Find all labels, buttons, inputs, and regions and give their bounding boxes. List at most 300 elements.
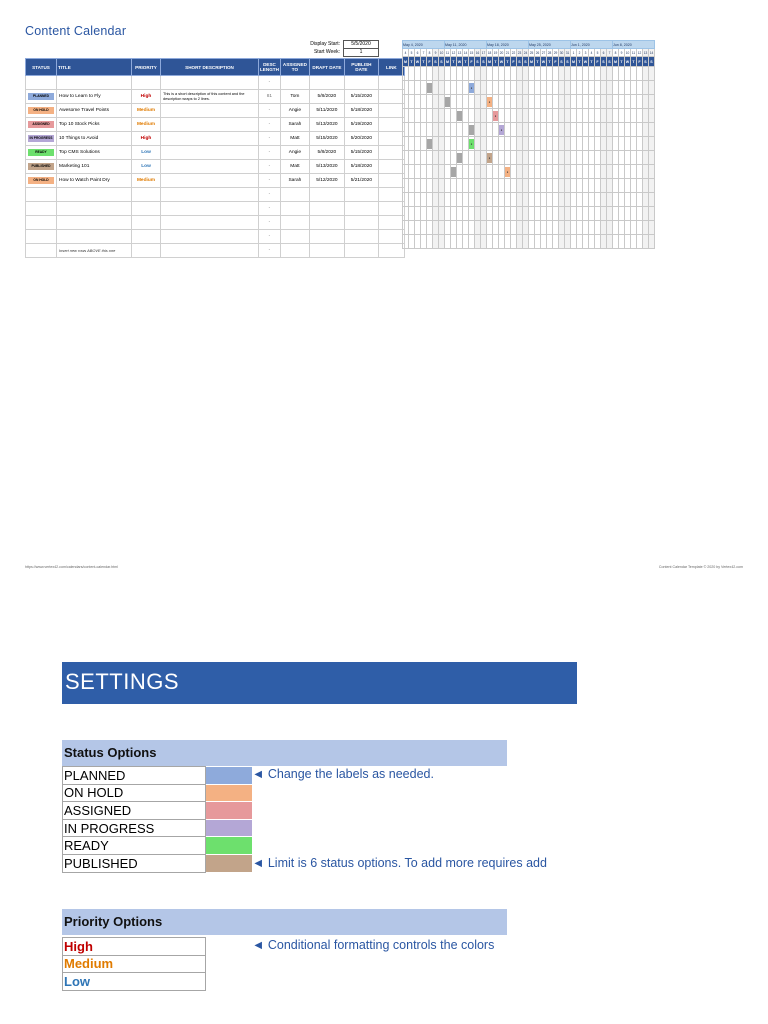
gantt-day-number: 14	[463, 50, 468, 55]
gantt-day-letter: T	[505, 57, 511, 67]
priority-cell[interactable]: Low	[132, 146, 161, 160]
assigned-cell[interactable]	[280, 230, 309, 244]
gantt-day-letter: T	[535, 57, 541, 67]
gantt-publish-marker: ♦	[493, 111, 498, 121]
gantt-day-letter: S	[607, 57, 613, 67]
status-cell[interactable]	[26, 118, 57, 132]
settings-title: SETTINGS	[65, 669, 180, 694]
status-cell[interactable]	[26, 244, 57, 258]
gantt-cell	[649, 137, 655, 151]
desc-length-cell: -	[259, 104, 281, 118]
col-desc-length[interactable]: DESC LENGTH	[259, 59, 281, 76]
draft-date-cell[interactable]: 5/8/2020	[309, 90, 344, 104]
title-cell[interactable]	[57, 76, 132, 90]
gantt-week-label: Jun 8, 2020	[613, 41, 655, 49]
gantt-draft-marker	[457, 111, 462, 121]
table-row[interactable]	[26, 76, 405, 90]
status-cell[interactable]	[26, 216, 57, 230]
gantt-row	[403, 235, 655, 249]
priority-option-row[interactable]	[63, 955, 206, 973]
description-cell[interactable]	[161, 174, 259, 188]
gantt-cell	[649, 151, 655, 165]
description-cell[interactable]	[161, 146, 259, 160]
assigned-cell[interactable]	[280, 244, 309, 258]
publish-date-cell[interactable]	[344, 76, 378, 90]
description-cell[interactable]	[161, 76, 259, 90]
status-options-title: Status Options	[64, 745, 157, 760]
priority-options-title: Priority Options	[64, 914, 163, 929]
gantt-day-number: 9	[619, 49, 625, 57]
gantt-row	[403, 151, 655, 165]
gantt-day-number: 31	[565, 50, 570, 55]
gantt-day-letter: S	[475, 57, 481, 67]
status-badge: ASSIGNED	[28, 121, 54, 129]
priority-cell[interactable]: High	[132, 132, 161, 146]
gantt-cell	[649, 95, 655, 109]
publish-date-cell[interactable]: 5/18/2020	[344, 160, 378, 174]
gantt-day-letter: F	[511, 57, 517, 67]
link-cell[interactable]	[378, 216, 404, 230]
gantt-cell	[649, 81, 655, 95]
gantt-day-number: 2	[577, 49, 583, 57]
assigned-cell[interactable]: Angie	[280, 146, 309, 160]
assigned-cell[interactable]: Angie	[280, 104, 309, 118]
status-option-row[interactable]	[63, 784, 253, 802]
gantt-day-letter: S	[565, 57, 571, 67]
priority-cell[interactable]	[132, 188, 161, 202]
link-cell[interactable]	[378, 90, 404, 104]
status-cell[interactable]	[26, 76, 57, 90]
gantt-day-letter: M	[403, 57, 409, 67]
assigned-cell[interactable]	[280, 188, 309, 202]
gantt-week-label: Jun 1, 2020	[571, 41, 613, 49]
gantt-row	[403, 165, 655, 179]
gantt-day-number: 1	[571, 49, 577, 57]
gantt-day-number: 10	[439, 50, 444, 55]
col-draft-date[interactable]: DRAFT DATE	[309, 59, 344, 76]
gantt-day-letter: T	[421, 57, 427, 67]
gantt-day-number: 6	[601, 49, 607, 57]
gantt-day-number: 7	[421, 49, 427, 57]
status-options-table	[62, 766, 253, 873]
status-cell[interactable]	[26, 104, 57, 118]
publish-date-cell[interactable]: 5/15/2020	[344, 90, 378, 104]
gantt-day-number: 15	[469, 50, 474, 55]
publish-date-cell[interactable]: 5/20/2020	[344, 132, 378, 146]
gantt-day-number: 17	[481, 50, 486, 55]
gantt-day-letter: S	[643, 57, 649, 67]
title-cell[interactable]: Insert new rows ABOVE this one	[57, 244, 132, 258]
priority-option-row[interactable]	[63, 938, 206, 956]
priority-cell[interactable]	[132, 230, 161, 244]
link-cell[interactable]	[378, 104, 404, 118]
draft-date-cell[interactable]	[309, 202, 344, 216]
priority-cell[interactable]: High	[132, 90, 161, 104]
table-row[interactable]	[26, 174, 405, 188]
draft-date-cell[interactable]	[309, 188, 344, 202]
gantt-day-number: 19	[493, 50, 498, 55]
link-cell[interactable]	[378, 230, 404, 244]
status-option-label[interactable]: ASSIGNED	[63, 802, 206, 820]
publish-date-cell[interactable]	[344, 188, 378, 202]
gantt-row	[403, 67, 655, 81]
gantt-draft-marker	[457, 153, 462, 163]
col-title[interactable]: TITLE	[57, 59, 132, 76]
title-cell[interactable]	[57, 202, 132, 216]
gantt-day-letter: T	[589, 57, 595, 67]
gantt-day-letter: M	[571, 57, 577, 67]
publish-date-cell[interactable]: 5/18/2020	[344, 104, 378, 118]
gantt-day-number: 28	[547, 50, 552, 55]
link-cell[interactable]	[378, 202, 404, 216]
draft-date-cell[interactable]: 5/13/2020	[309, 118, 344, 132]
gantt-row	[403, 137, 655, 151]
table-row[interactable]	[26, 216, 405, 230]
gantt-day-letter: S	[523, 57, 529, 67]
draft-date-cell[interactable]	[309, 230, 344, 244]
gantt-day-letter: T	[493, 57, 499, 67]
gantt-publish-marker: ♦	[469, 139, 474, 149]
title-cell[interactable]: 10 Things to Avoid	[57, 132, 132, 146]
status-cell[interactable]	[26, 146, 57, 160]
gantt-week-label: May 11, 2020	[445, 41, 487, 49]
status-cell[interactable]	[26, 174, 57, 188]
link-cell[interactable]	[378, 146, 404, 160]
description-cell[interactable]: This is a short description of this content and the description wraps to 2 lines.	[161, 90, 259, 104]
gantt-day-letter: F	[427, 57, 433, 67]
description-cell[interactable]	[161, 216, 259, 230]
gantt-day-number: 6	[415, 49, 421, 57]
gantt-day-number: 18	[487, 50, 492, 55]
desc-length-cell: -	[259, 76, 281, 90]
assigned-cell[interactable]	[280, 76, 309, 90]
priority-option-label[interactable]: High	[63, 938, 206, 956]
status-option-label[interactable]: IN PROGRESS	[63, 819, 206, 837]
desc-length-cell: -	[259, 188, 281, 202]
gantt-day-letter: T	[463, 57, 469, 67]
table-row[interactable]	[26, 146, 405, 160]
description-cell[interactable]	[161, 244, 259, 258]
priority-cell[interactable]: Medium	[132, 174, 161, 188]
gantt-cell	[649, 207, 655, 221]
gantt-day-number: 3	[583, 49, 589, 57]
priority-cell[interactable]	[132, 202, 161, 216]
assigned-cell[interactable]	[280, 216, 309, 230]
status-option-label[interactable]: ON HOLD	[63, 784, 206, 802]
status-color-swatch[interactable]	[206, 802, 253, 820]
description-cell[interactable]	[161, 230, 259, 244]
gantt-row	[403, 123, 655, 137]
gantt-dayletter-row	[403, 57, 655, 67]
gantt-row	[403, 207, 655, 221]
status-color-swatch[interactable]	[206, 767, 253, 785]
gantt-cell	[649, 109, 655, 123]
gantt-cell	[649, 123, 655, 137]
draft-date-cell[interactable]: 5/13/2020	[309, 160, 344, 174]
title-cell[interactable]	[57, 216, 132, 230]
table-row[interactable]	[26, 160, 405, 174]
gantt-publish-marker: ♦	[487, 97, 492, 107]
publish-date-cell[interactable]	[344, 230, 378, 244]
status-option-row[interactable]	[63, 802, 253, 820]
status-badge: PLANNED	[28, 93, 54, 101]
gantt-day-letter: W	[541, 57, 547, 67]
link-cell[interactable]	[378, 76, 404, 90]
status-option-row[interactable]	[63, 854, 253, 872]
publish-date-cell[interactable]: 5/15/2020	[344, 146, 378, 160]
gantt-day-letter: S	[439, 57, 445, 67]
priority-cell[interactable]: Low	[132, 160, 161, 174]
draft-date-cell[interactable]	[309, 244, 344, 258]
table-row[interactable]	[26, 132, 405, 146]
table-row[interactable]	[26, 230, 405, 244]
gantt-day-number: 23	[517, 50, 522, 55]
publish-date-cell[interactable]	[344, 244, 378, 258]
draft-date-cell[interactable]: 5/11/2020	[309, 104, 344, 118]
gantt-row	[403, 109, 655, 123]
gantt-day-letter: W	[625, 57, 631, 67]
status-cell[interactable]	[26, 188, 57, 202]
gantt-draft-marker	[427, 83, 432, 93]
table-row[interactable]	[26, 118, 405, 132]
gantt-cell	[649, 165, 655, 179]
gantt-week-label: May 18, 2020	[487, 41, 529, 49]
status-cell[interactable]	[26, 90, 57, 104]
start-week-input[interactable]: 1	[343, 48, 379, 57]
table-row[interactable]	[26, 202, 405, 216]
link-cell[interactable]	[378, 132, 404, 146]
description-cell[interactable]	[161, 104, 259, 118]
priority-cell[interactable]: Medium	[132, 118, 161, 132]
desc-length-cell: -	[259, 202, 281, 216]
gantt-day-number: 22	[511, 50, 516, 55]
display-start-label: Display Start:	[310, 41, 340, 47]
desc-length-cell: -	[259, 160, 281, 174]
draft-date-cell[interactable]	[309, 76, 344, 90]
status-cell[interactable]	[26, 230, 57, 244]
gantt-week-label: May 25, 2020	[529, 41, 571, 49]
description-cell[interactable]	[161, 188, 259, 202]
link-cell[interactable]	[378, 118, 404, 132]
status-badge: ON HOLD	[28, 107, 54, 115]
gantt-cell	[649, 179, 655, 193]
gantt-day-number: 24	[523, 50, 528, 55]
gantt-day-letter: T	[631, 57, 637, 67]
status-cell[interactable]	[26, 132, 57, 146]
status-options-header	[62, 740, 507, 766]
desc-length-cell: -	[259, 146, 281, 160]
link-cell[interactable]	[378, 174, 404, 188]
title-cell[interactable]	[57, 188, 132, 202]
gantt-week-row	[403, 41, 655, 49]
description-cell[interactable]	[161, 202, 259, 216]
gantt-day-number: 11	[445, 50, 450, 55]
gantt-day-number: 5	[409, 49, 415, 57]
description-cell[interactable]	[161, 118, 259, 132]
gantt-cell	[649, 67, 655, 81]
link-cell[interactable]	[378, 160, 404, 174]
priority-option-row[interactable]	[63, 973, 206, 991]
col-publish-date[interactable]: PUBLISH DATE	[344, 59, 378, 76]
col-assigned-to[interactable]: ASSIGNED TO	[280, 59, 309, 76]
table-row[interactable]	[26, 90, 405, 104]
status-color-swatch[interactable]	[206, 837, 253, 855]
table-header-row	[26, 59, 405, 76]
content-table	[25, 58, 405, 258]
status-option-label[interactable]: READY	[63, 837, 206, 855]
assigned-cell[interactable]: Matt	[280, 132, 309, 146]
publish-date-cell[interactable]	[344, 216, 378, 230]
gantt-day-letter: T	[409, 57, 415, 67]
link-cell[interactable]	[378, 188, 404, 202]
draft-date-cell[interactable]	[309, 216, 344, 230]
gantt-day-number: 29	[553, 50, 558, 55]
title-cell[interactable]: Awesome Travel Points	[57, 104, 132, 118]
status-color-swatch[interactable]	[206, 784, 253, 802]
desc-length-cell: -	[259, 118, 281, 132]
title-cell[interactable]: Top CMS Solutions	[57, 146, 132, 160]
gantt-day-number: 8	[427, 49, 433, 57]
gantt-day-number: 13	[643, 50, 648, 55]
gantt-day-letter: M	[613, 57, 619, 67]
gantt-day-number: 5	[595, 49, 601, 57]
status-badge: PUBLISHED	[28, 163, 54, 171]
gantt-day-letter: M	[529, 57, 535, 67]
link-cell[interactable]	[378, 244, 404, 258]
display-start-input[interactable]: 5/5/2020	[343, 40, 379, 49]
priority-cell[interactable]: Medium	[132, 104, 161, 118]
assigned-cell[interactable]: Sarah	[280, 118, 309, 132]
table-row[interactable]	[26, 188, 405, 202]
col-status[interactable]: STATUS	[26, 59, 57, 76]
status-hint-limit: ◄ Limit is 6 status options. To add more requires add	[252, 856, 547, 870]
gantt-day-letter: F	[553, 57, 559, 67]
desc-length-cell: -	[259, 230, 281, 244]
desc-length-cell: -	[259, 244, 281, 258]
gantt-cell	[649, 193, 655, 207]
page-title: Content Calendar	[25, 24, 127, 38]
status-cell[interactable]	[26, 160, 57, 174]
status-hint-labels: ◄ Change the labels as needed.	[252, 767, 434, 781]
gantt-day-number: 27	[541, 50, 546, 55]
description-cell[interactable]	[161, 132, 259, 146]
gantt-day-number: 12	[451, 50, 456, 55]
priority-cell[interactable]	[132, 244, 161, 258]
footer-url[interactable]: https://www.vertex42.com/calendars/content-calendar.html	[25, 565, 118, 569]
gantt-day-letter: T	[451, 57, 457, 67]
publish-date-cell[interactable]: 5/19/2020	[344, 118, 378, 132]
gantt-draft-marker	[445, 97, 450, 107]
priority-option-label[interactable]: Medium	[63, 955, 206, 973]
gantt-day-letter: W	[415, 57, 421, 67]
gantt-day-number: 13	[457, 50, 462, 55]
draft-date-cell[interactable]: 5/15/2020	[309, 132, 344, 146]
title-cell[interactable]: How to Watch Paint Dry	[57, 174, 132, 188]
gantt-day-number: 11	[631, 50, 636, 55]
priority-option-label[interactable]: Low	[63, 973, 206, 991]
status-option-row[interactable]	[63, 819, 253, 837]
desc-length-cell: -	[259, 174, 281, 188]
gantt-week-label: May 4, 2020	[403, 41, 445, 49]
col-priority[interactable]: PRIORITY	[132, 59, 161, 76]
assigned-cell[interactable]: Tom	[280, 90, 309, 104]
status-option-label[interactable]: PUBLISHED	[63, 854, 206, 872]
description-cell[interactable]	[161, 160, 259, 174]
draft-date-cell[interactable]: 5/12/2020	[309, 174, 344, 188]
status-option-label[interactable]: PLANNED	[63, 767, 206, 785]
gantt-day-number: 30	[559, 50, 564, 55]
status-badge: READY	[28, 149, 54, 157]
gantt-draft-marker	[427, 139, 432, 149]
priority-cell[interactable]	[132, 216, 161, 230]
gantt-day-number: 4	[403, 49, 409, 57]
desc-length-cell: -	[259, 132, 281, 146]
gantt-day-number: 10	[625, 50, 630, 55]
gantt-draft-marker	[451, 167, 456, 177]
title-cell[interactable]: Marketing 101	[57, 160, 132, 174]
desc-length-cell: -	[259, 216, 281, 230]
assigned-cell[interactable]: Sarah	[280, 174, 309, 188]
gantt-day-letter: S	[559, 57, 565, 67]
title-cell[interactable]: Top 10 Stock Picks	[57, 118, 132, 132]
table-row[interactable]	[26, 104, 405, 118]
status-color-swatch[interactable]	[206, 854, 253, 872]
settings-banner	[62, 662, 577, 704]
priority-cell[interactable]	[132, 76, 161, 90]
gantt-day-letter: F	[469, 57, 475, 67]
table-row[interactable]	[26, 244, 405, 258]
gantt-publish-marker: ♦	[487, 153, 492, 163]
assigned-cell[interactable]	[280, 202, 309, 216]
gantt-draft-marker	[469, 125, 474, 135]
status-cell[interactable]	[26, 202, 57, 216]
status-badge: ON HOLD	[28, 177, 54, 185]
publish-date-cell[interactable]: 5/21/2020	[344, 174, 378, 188]
title-cell[interactable]: How to Learn to Fly	[57, 90, 132, 104]
gantt-day-number: 21	[505, 50, 510, 55]
status-option-row[interactable]	[63, 767, 253, 785]
status-color-swatch[interactable]	[206, 819, 253, 837]
publish-date-cell[interactable]	[344, 202, 378, 216]
gantt-day-letter: M	[445, 57, 451, 67]
gantt-day-letter: S	[481, 57, 487, 67]
gantt-row	[403, 221, 655, 235]
gantt-day-number: 12	[637, 50, 642, 55]
display-settings	[300, 40, 379, 56]
gantt-day-number: 14	[649, 50, 654, 55]
gantt-row	[403, 95, 655, 109]
title-cell[interactable]	[57, 230, 132, 244]
priority-hint: ◄ Conditional formatting controls the colors	[252, 938, 495, 952]
gantt-day-letter: S	[517, 57, 523, 67]
gantt-day-letter: F	[595, 57, 601, 67]
gantt-day-number: 25	[529, 50, 534, 55]
gantt-day-letter: S	[433, 57, 439, 67]
assigned-cell[interactable]: Matt	[280, 160, 309, 174]
gantt-day-number: 7	[607, 49, 613, 57]
desc-length-cell: 81	[259, 90, 281, 104]
col-link[interactable]: LINK	[378, 59, 404, 76]
gantt-day-letter: S	[649, 57, 655, 67]
gantt-row	[403, 81, 655, 95]
draft-date-cell[interactable]: 5/8/2020	[309, 146, 344, 160]
gantt-day-letter: W	[583, 57, 589, 67]
gantt-day-number: 16	[475, 50, 480, 55]
gantt-day-letter: T	[619, 57, 625, 67]
status-option-row[interactable]	[63, 837, 253, 855]
gantt-day-number: 4	[589, 49, 595, 57]
col-short-description[interactable]: SHORT DESCRIPTION	[161, 59, 259, 76]
